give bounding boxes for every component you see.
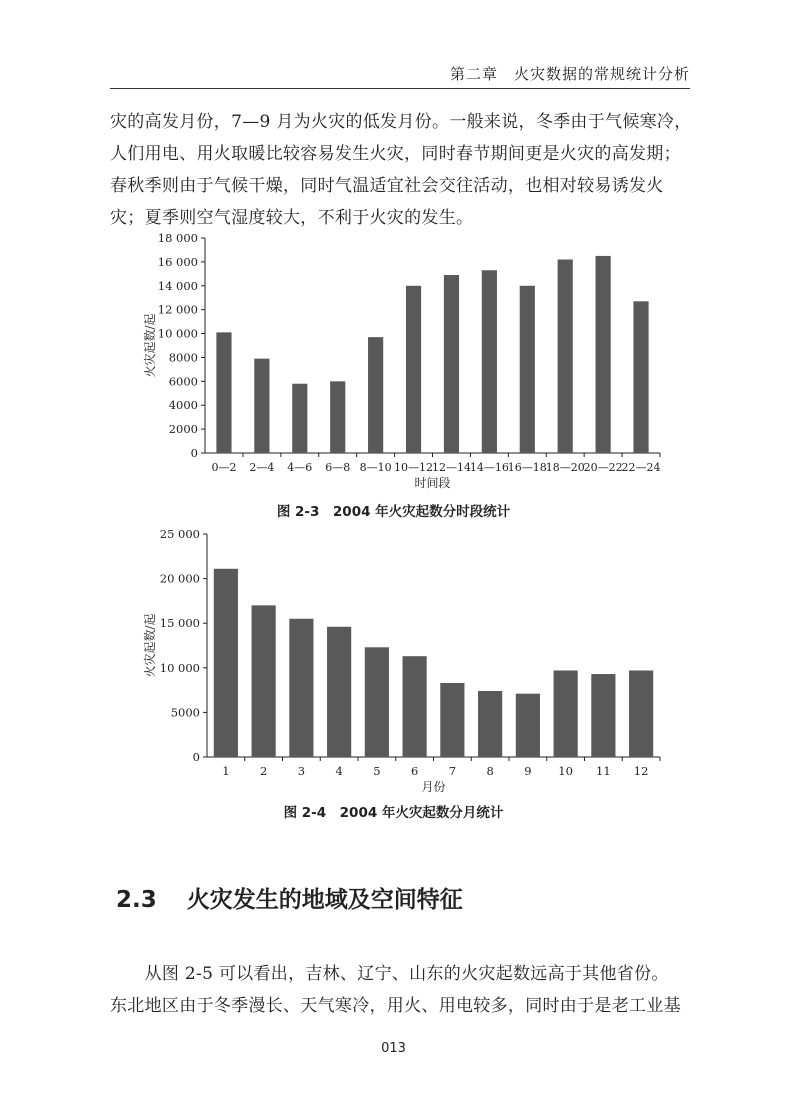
x-tick-label: 10—12 bbox=[394, 461, 434, 474]
x-tick-label: 6—8 bbox=[325, 461, 351, 474]
y-tick-label: 10 000 bbox=[159, 660, 200, 675]
y-tick-label: 6000 bbox=[168, 374, 198, 389]
bar bbox=[440, 683, 464, 757]
y-tick-label: 12 000 bbox=[157, 302, 198, 317]
x-axis-label: 时间段 bbox=[414, 476, 451, 490]
y-tick-label: 16 000 bbox=[157, 254, 198, 269]
bar bbox=[554, 670, 578, 757]
x-tick-label: 7 bbox=[448, 764, 457, 778]
x-tick-label: 18—20 bbox=[545, 461, 585, 474]
paragraph-line: 人们用电、用火取暖比较容易发生火灾，同时春节期间更是火灾的高发期； bbox=[110, 144, 681, 164]
x-tick-label: 20—22 bbox=[583, 461, 623, 474]
bar bbox=[365, 647, 389, 757]
bar bbox=[478, 691, 502, 757]
section-number: 2.3 bbox=[116, 887, 157, 913]
x-tick-label: 4—6 bbox=[287, 461, 313, 474]
bar bbox=[629, 670, 653, 757]
figure-caption-2-4: 图 2-4 2004 年火灾起数分月统计 bbox=[283, 805, 504, 821]
bar bbox=[327, 627, 351, 757]
paragraph-line: 春秋季则由于气候干燥，同时气温适宜社会交往活动，也相对较易诱发火 bbox=[110, 176, 664, 196]
x-tick-label: 16—18 bbox=[507, 461, 547, 474]
bar bbox=[591, 674, 615, 757]
y-tick-label: 20 000 bbox=[159, 571, 200, 586]
bar bbox=[444, 275, 459, 453]
x-tick-label: 2 bbox=[259, 764, 268, 778]
y-tick-label: 0 bbox=[190, 446, 198, 460]
x-axis-label: 月份 bbox=[421, 780, 446, 794]
x-tick-label: 9 bbox=[524, 764, 532, 778]
y-tick-label: 15 000 bbox=[159, 616, 200, 631]
bar bbox=[368, 337, 383, 453]
running-header bbox=[110, 60, 690, 89]
hourly-fire-chart bbox=[110, 228, 694, 496]
x-tick-label: 6 bbox=[410, 764, 419, 778]
x-tick-label: 2—4 bbox=[249, 461, 275, 474]
bar bbox=[633, 301, 648, 453]
paragraph-line: 从图 2-5 可以看出，吉林、辽宁、山东的火灾起数远高于其他省份。 bbox=[110, 964, 669, 984]
bar bbox=[292, 384, 307, 453]
x-tick-label: 5 bbox=[373, 764, 381, 778]
running-header-title: 第二章 火灾数据的常规统计分析 bbox=[449, 65, 690, 83]
y-tick-label: 25 000 bbox=[159, 527, 200, 541]
x-tick-label: 14—16 bbox=[469, 461, 509, 474]
bar bbox=[214, 569, 238, 757]
y-tick-label: 18 000 bbox=[157, 231, 198, 245]
x-tick-label: 12—14 bbox=[431, 461, 471, 474]
page-number: 013 bbox=[381, 1041, 406, 1056]
y-axis-label: 火灾起数/起 bbox=[143, 613, 157, 678]
x-tick-label: 1 bbox=[222, 764, 230, 778]
y-tick-label: 2000 bbox=[168, 422, 198, 437]
body-paragraph-2 bbox=[110, 958, 694, 1022]
paragraph-line: 灾；夏季则空气湿度较大，不利于火灾的发生。 bbox=[110, 208, 474, 228]
bar bbox=[482, 270, 497, 453]
section-title: 火灾发生的地域及空间特征 bbox=[186, 887, 463, 913]
bar bbox=[330, 381, 345, 453]
x-tick-label: 22—24 bbox=[621, 461, 661, 474]
bar bbox=[406, 286, 421, 453]
paragraph-line: 东北地区由于冬季漫长、天气寒冷，用火、用电较多，同时由于是老工业基 bbox=[110, 996, 681, 1016]
y-tick-label: 14 000 bbox=[157, 278, 198, 293]
y-tick-label: 5000 bbox=[170, 705, 200, 720]
figure-caption-2-3: 图 2-3 2004 年火灾起数分时段统计 bbox=[276, 504, 511, 520]
body-paragraph-1 bbox=[110, 106, 694, 234]
x-tick-label: 4 bbox=[335, 764, 343, 778]
bar bbox=[216, 332, 231, 453]
x-tick-label: 11 bbox=[596, 764, 611, 778]
monthly-fire-chart bbox=[110, 522, 694, 800]
bar bbox=[252, 605, 276, 757]
monthly-fire-chart-svg bbox=[110, 522, 694, 800]
x-tick-label: 8 bbox=[486, 764, 494, 778]
bar bbox=[558, 260, 573, 454]
x-tick-label: 3 bbox=[297, 764, 306, 778]
bar bbox=[254, 359, 269, 453]
hourly-fire-chart-svg bbox=[110, 228, 694, 496]
x-tick-label: 0—2 bbox=[211, 461, 237, 474]
y-tick-label: 10 000 bbox=[157, 326, 198, 341]
bar bbox=[403, 656, 427, 757]
x-tick-label: 12 bbox=[633, 764, 649, 778]
x-tick-label: 8—10 bbox=[359, 461, 392, 474]
y-tick-label: 8000 bbox=[168, 350, 198, 365]
paragraph-line: 灾的高发月份，7—9 月为火灾的低发月份。一般来说，冬季由于气候寒冷， bbox=[110, 112, 692, 132]
bar bbox=[520, 286, 535, 453]
y-tick-label: 4000 bbox=[168, 398, 198, 413]
y-axis-label: 火灾起数/起 bbox=[143, 313, 157, 378]
bar bbox=[596, 256, 611, 453]
y-tick-label: 0 bbox=[192, 750, 200, 764]
section-heading bbox=[116, 881, 463, 914]
bar bbox=[289, 619, 313, 757]
bar bbox=[516, 694, 540, 757]
x-tick-label: 10 bbox=[558, 764, 573, 778]
